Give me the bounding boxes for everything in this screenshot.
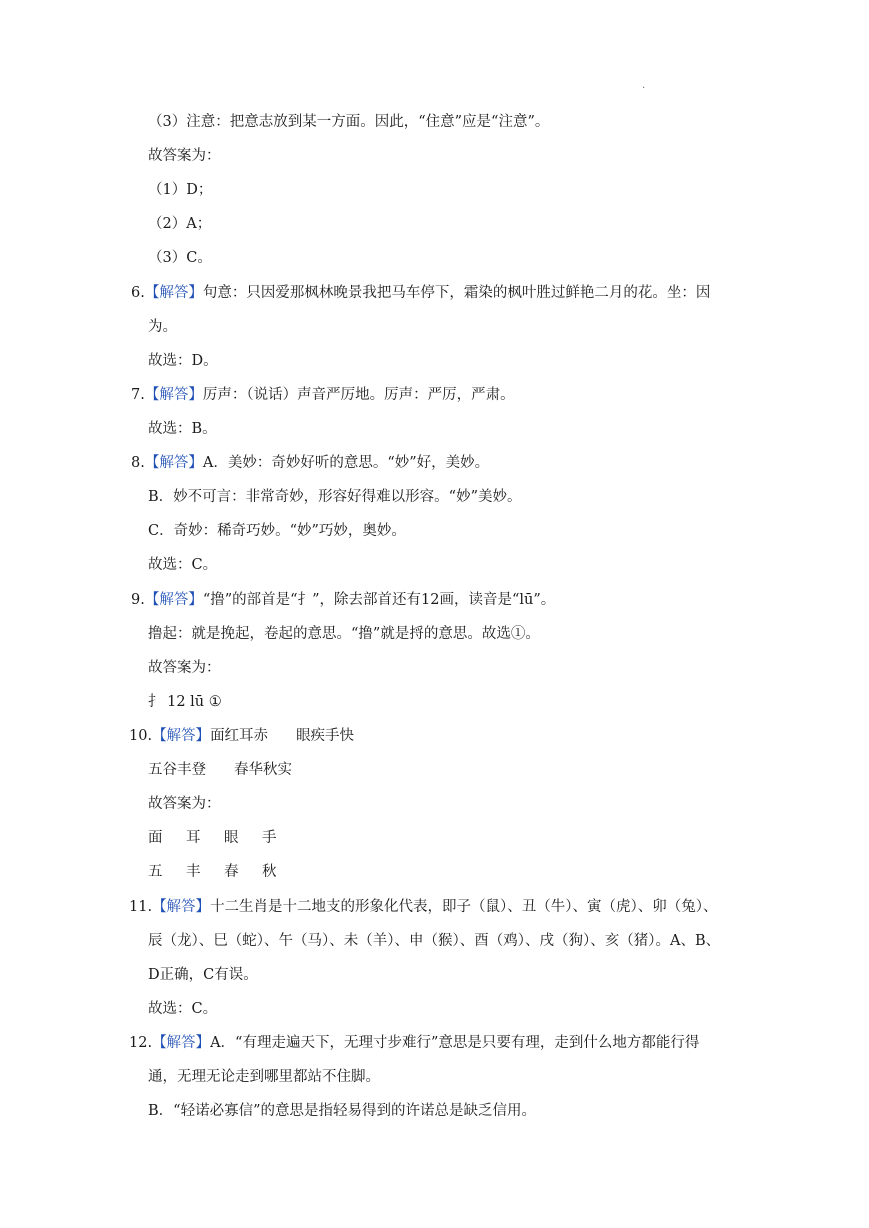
q5-line-5: （3）C。 (148, 250, 212, 266)
q8-line-4: 故选：C。 (148, 557, 218, 573)
answer-tag: 【解答】 (144, 592, 203, 608)
q6-number: 6. (131, 285, 145, 301)
answer-tag: 【解答】 (144, 285, 203, 301)
q10-word-4: 春华秋实 (234, 762, 292, 778)
q12-line-2: 通，无理无论走到哪里都站不住脚。 (148, 1069, 380, 1085)
q9-line-4: 扌 12 lū ① (148, 694, 222, 710)
q5-line-2: 故答案为： (148, 148, 221, 164)
q11-line-3: D正确，C有误。 (148, 967, 258, 983)
q10-answer-cell: 五 (148, 864, 163, 880)
q6-line-2: 为。 (148, 319, 177, 335)
q8-text: A．美妙：奇妙好听的意思。“妙”好，美妙。 (202, 455, 490, 471)
q12-text: A．“有理走遍天下，无理寸步难行”意思是只要有理，走到什么地方都能行得 (210, 1035, 700, 1051)
q10-answer-cell: 春 (224, 864, 239, 880)
answer-tag: 【解答】 (144, 455, 203, 471)
q10-line-3: 故答案为： (148, 796, 221, 812)
answer-tag: 【解答】 (152, 728, 211, 744)
q10-answer-cell: 眼 (224, 830, 239, 846)
q9-line-2: 撸起：就是挽起，卷起的意思。“撸”就是捋的意思。故选①。 (148, 626, 540, 642)
q5-line-3: （1）D； (148, 182, 213, 198)
q10-answer-cell: 耳 (186, 830, 201, 846)
q10-line-1 (129, 726, 354, 746)
q12-number: 12. (129, 1035, 153, 1051)
q6-text: 句意：只因爱那枫林晚景我把马车停下，霜染的枫叶胜过鲜艳二月的花。坐：因 (202, 285, 711, 301)
q12-line-1 (129, 1033, 699, 1053)
q6-line-3: 故选：D。 (148, 353, 218, 369)
q5-line-1: （3）注意：把意志放到某一方面。因此，“住意”应是“注意”。 (148, 114, 550, 130)
q10-line-2 (148, 760, 292, 780)
q11-number: 11. (129, 899, 153, 915)
q8-line-1 (131, 453, 489, 473)
q10-answer-row-1 (148, 828, 300, 848)
q11-line-4: 故选：C。 (148, 1001, 218, 1017)
q9-line-1 (131, 590, 555, 610)
q6-line-1 (131, 283, 710, 303)
q7-number: 7. (131, 387, 145, 403)
q8-number: 8. (131, 455, 145, 471)
q11-line-2: 辰（龙）、巳（蛇）、午（马）、未（羊）、申（猴）、酉（鸡）、戌（狗）、亥（猪）。A、B、 (148, 933, 721, 949)
q10-answer-row-2 (148, 862, 300, 882)
q10-word-2: 眼疾手快 (296, 728, 355, 744)
q10-answer-cell: 面 (148, 830, 163, 846)
q9-number: 9. (131, 592, 145, 608)
answer-tag: 【解答】 (152, 1035, 211, 1051)
q7-text: 厉声：（说话）声音严厉地。厉声：严厉，严肃。 (202, 387, 515, 403)
q10-number: 10. (129, 728, 153, 744)
q8-line-2: B．妙不可言：非常奇妙，形容好得难以形容。“妙”美妙。 (148, 489, 522, 505)
q10-answer-cell: 手 (262, 830, 277, 846)
top-mark: . (642, 80, 646, 91)
q8-line-3: C．奇妙：稀奇巧妙。“妙”巧妙，奥妙。 (148, 523, 406, 539)
q9-line-3: 故答案为： (148, 660, 221, 676)
q10-answer-cell: 秋 (262, 864, 277, 880)
q9-text: “撸”的部首是“扌”，除去部首还有12画，读音是“lū”。 (202, 592, 556, 608)
q7-line-2: 故选：B。 (148, 421, 217, 437)
q10-answer-cell: 丰 (186, 864, 201, 880)
q10-word-1: 面红耳赤 (210, 728, 269, 744)
q7-line-1 (131, 385, 515, 405)
q11-line-1 (129, 897, 718, 917)
q12-line-3: B．“轻诺必寡信”的意思是指轻易得到的许诺总是缺乏信用。 (148, 1103, 536, 1119)
answer-tag: 【解答】 (144, 387, 203, 403)
q11-text: 十二生肖是十二地支的形象化代表，即子（鼠）、丑（牛）、寅（虎）、卯（兔）、 (210, 899, 718, 915)
q10-word-3: 五谷丰登 (148, 762, 206, 778)
answer-tag: 【解答】 (152, 899, 211, 915)
q5-line-4: （2）A； (148, 216, 212, 232)
